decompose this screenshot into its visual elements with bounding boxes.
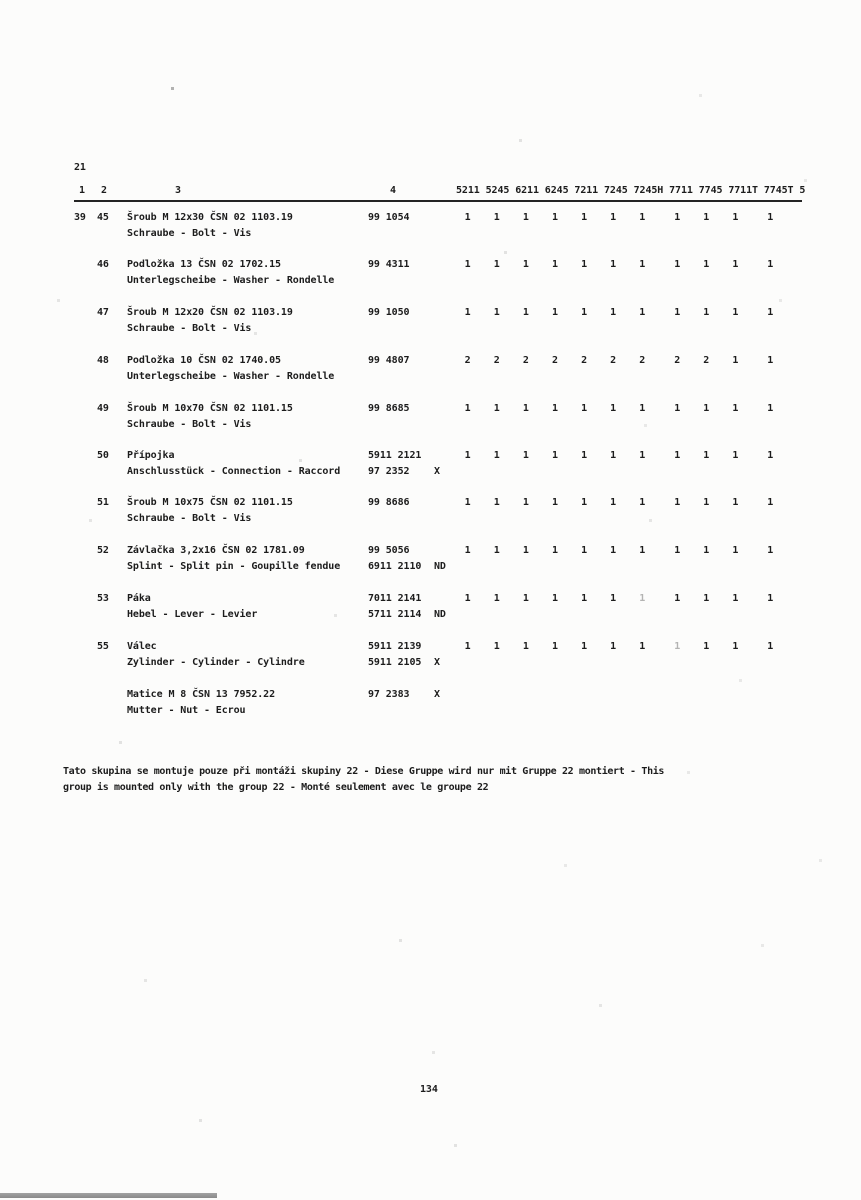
description-line2: Unterlegscheibe - Washer - Rondelle [127, 275, 335, 286]
qty-cell: 1 [703, 641, 710, 652]
qty-cell: 1 [464, 593, 471, 604]
qty-cell: 1 [551, 641, 558, 652]
qty-cell: 1 [703, 497, 710, 508]
qty-cell: 1 [610, 403, 617, 414]
qty-cell: 1 [464, 497, 471, 508]
qty-cell: 1 [551, 212, 558, 223]
qty-cell: 1 [581, 450, 587, 461]
qty-cell: 1 [674, 403, 681, 414]
description-line1: Válec [127, 641, 157, 652]
qty-cell: 1 [551, 403, 558, 414]
qty-cell: 1 [522, 212, 529, 223]
qty-cell: 1 [767, 497, 774, 508]
qty-cell: 1 [732, 259, 739, 270]
qty-cell: 1 [493, 403, 500, 414]
part-number-1: 99 4807 [368, 355, 410, 366]
part-number-1: 99 8686 [368, 497, 410, 508]
part-number-2: 5711 2114 [368, 609, 422, 620]
position-cell: 55 [97, 641, 109, 652]
qty-cell: 1 [464, 259, 471, 270]
qty-cell: 1 [522, 545, 529, 556]
qty-cell: 1 [703, 307, 710, 318]
qty-cell: 1 [581, 497, 587, 508]
qty-cell: 1 [493, 259, 500, 270]
part-number-1: 99 1050 [368, 307, 410, 318]
qty-cell: 1 [610, 450, 617, 461]
qty-cell: 1 [703, 593, 710, 604]
qty-cell: 1 [639, 403, 646, 414]
qty-cell: 1 [551, 545, 558, 556]
qty-cell: 1 [493, 307, 500, 318]
qty-cell: 1 [639, 641, 646, 652]
qty-cell: 1 [493, 212, 500, 223]
qty-cell: 1 [732, 497, 739, 508]
part-number-1: 97 2383 [368, 689, 410, 700]
qty-cell: 1 [493, 497, 500, 508]
part-number-2: 6911 2110 [368, 561, 422, 572]
scan-noise [0, 0, 1, 1]
qty-cell: 1 [639, 545, 646, 556]
qty-cell: 1 [674, 641, 681, 652]
qty-cell: 2 [581, 355, 587, 366]
qty-cell: 1 [767, 307, 774, 318]
description-line2: Anschlusstück - Connection - Raccord [127, 466, 341, 477]
qty-cell: 1 [493, 450, 500, 461]
description-line1: Šroub M 10x70 ČSN 02 1101.15 [127, 403, 293, 414]
part-number-1: 5911 2121 [368, 450, 422, 461]
description-line1: Šroub M 12x30 ČSN 02 1103.19 [127, 212, 293, 223]
marker-2: ND [434, 609, 446, 620]
position-cell: 49 [97, 403, 109, 414]
qty-cell: 1 [674, 545, 681, 556]
qty-cell: 1 [551, 307, 558, 318]
qty-cell: 1 [464, 307, 471, 318]
qty-cell: 2 [703, 355, 710, 366]
position-cell: 45 [97, 212, 109, 223]
qty-cell: 1 [639, 497, 646, 508]
marker-1: X [434, 689, 440, 700]
marker-2: X [434, 466, 440, 477]
part-number-1: 7011 2141 [368, 593, 422, 604]
qty-cell: 1 [610, 497, 617, 508]
table-row [0, 592, 861, 626]
qty-cell: 1 [674, 307, 681, 318]
qty-cell: 1 [639, 307, 646, 318]
qty-cell: 1 [732, 355, 739, 366]
qty-cell: 2 [610, 355, 617, 366]
qty-cell: 1 [674, 259, 681, 270]
description-line2: Schraube - Bolt - Vis [127, 513, 252, 524]
qty-cell: 1 [767, 212, 774, 223]
qty-cell: 1 [767, 593, 774, 604]
qty-cell: 1 [703, 403, 710, 414]
qty-cell: 1 [732, 450, 739, 461]
group-cell: 39 [74, 212, 86, 223]
marker-2: X [434, 657, 440, 668]
qty-cell: 1 [703, 259, 710, 270]
header-rule [74, 200, 802, 202]
description-line2: Schraube - Bolt - Vis [127, 228, 252, 239]
position-cell: 53 [97, 593, 109, 604]
qty-cell: 1 [732, 545, 739, 556]
part-number-1: 5911 2139 [368, 641, 422, 652]
qty-cell: 1 [703, 545, 710, 556]
qty-cell: 2 [522, 355, 529, 366]
part-number-1: 99 4311 [368, 259, 410, 270]
table-row [0, 354, 861, 388]
qty-cell: 1 [767, 545, 774, 556]
qty-cell: 1 [493, 641, 500, 652]
qty-cell: 1 [639, 212, 646, 223]
qty-cell: 1 [732, 403, 739, 414]
position-cell: 48 [97, 355, 109, 366]
qty-cell: 1 [674, 497, 681, 508]
qty-cell: 1 [767, 355, 774, 366]
description-line2: Unterlegscheibe - Washer - Rondelle [127, 371, 335, 382]
table-row [0, 306, 861, 340]
qty-cell: 1 [493, 593, 500, 604]
qty-cell: 1 [674, 593, 681, 604]
description-line2: Schraube - Bolt - Vis [127, 419, 252, 430]
qty-cell: 1 [732, 641, 739, 652]
qty-cell: 1 [639, 593, 646, 604]
part-number-1: 99 1054 [368, 212, 410, 223]
qty-cell: 1 [464, 212, 471, 223]
qty-cell: 1 [522, 497, 529, 508]
description-line1: Páka [127, 593, 151, 604]
position-cell: 47 [97, 307, 109, 318]
position-cell: 50 [97, 450, 109, 461]
qty-cell: 1 [703, 212, 710, 223]
table-row [0, 640, 861, 674]
part-number-1: 99 8685 [368, 403, 410, 414]
qty-cell: 1 [551, 593, 558, 604]
qty-cell: 1 [551, 259, 558, 270]
qty-cell: 1 [464, 403, 471, 414]
qty-cell: 1 [610, 259, 617, 270]
qty-cell: 1 [522, 593, 529, 604]
model-columns-header: 5211 5245 6211 6245 7211 7245 7245H 7711 7745 7711T 7745T 5 [456, 185, 806, 196]
marker-2: ND [434, 561, 446, 572]
column-header-4: 4 [390, 185, 396, 196]
footnote-line1: Tato skupina se montuje pouze při montáži skupiny 22 - Diese Gruppe wird nur mit Gruppe 22 montiert - This [63, 766, 665, 777]
description-line1: Podložka 13 ČSN 02 1702.15 [127, 259, 281, 270]
qty-cell: 1 [767, 403, 774, 414]
column-header-3: 3 [175, 185, 181, 196]
page-number: 134 [420, 1084, 438, 1095]
part-number-2: 5911 2105 [368, 657, 422, 668]
part-number-1: 99 5056 [368, 545, 410, 556]
qty-cell: 1 [732, 212, 739, 223]
qty-cell: 1 [581, 403, 587, 414]
footnote-line2: group is mounted only with the group 22 - Monté seulement avec le groupe 22 [63, 782, 489, 793]
position-cell: 46 [97, 259, 109, 270]
description-line2: Schraube - Bolt - Vis [127, 323, 252, 334]
qty-cell: 1 [464, 545, 471, 556]
qty-cell: 1 [581, 641, 587, 652]
qty-cell: 1 [581, 212, 587, 223]
qty-cell: 2 [493, 355, 500, 366]
qty-cell: 1 [551, 450, 558, 461]
table-row [0, 211, 861, 245]
qty-cell: 1 [639, 450, 646, 461]
column-header-2: 2 [101, 185, 107, 196]
position-cell: 51 [97, 497, 109, 508]
qty-cell: 1 [767, 641, 774, 652]
qty-cell: 1 [610, 593, 617, 604]
qty-cell: 1 [610, 307, 617, 318]
qty-cell: 1 [732, 593, 739, 604]
qty-cell: 1 [522, 307, 529, 318]
table-row [0, 688, 861, 722]
description-line1: Závlačka 3,2x16 ČSN 02 1781.09 [127, 545, 305, 556]
qty-cell: 1 [610, 641, 617, 652]
position-cell: 52 [97, 545, 109, 556]
description-line1: Přípojka [127, 450, 175, 461]
column-header-1: 1 [79, 185, 85, 196]
footnote [63, 764, 664, 796]
table-row [0, 449, 861, 483]
qty-cell: 1 [581, 545, 587, 556]
description-line1: Šroub M 12x20 ČSN 02 1103.19 [127, 307, 293, 318]
qty-cell: 1 [581, 259, 587, 270]
description-line2: Hebel - Lever - Levier [127, 609, 258, 620]
qty-cell: 1 [610, 212, 617, 223]
qty-cell: 2 [551, 355, 558, 366]
part-number-2: 97 2352 [368, 466, 410, 477]
qty-cell: 1 [522, 403, 529, 414]
description-line1: Podložka 10 ČSN 02 1740.05 [127, 355, 281, 366]
qty-cell: 1 [464, 450, 471, 461]
qty-cell: 1 [522, 641, 529, 652]
description-line2: Mutter - Nut - Ecrou [127, 705, 246, 716]
qty-cell: 1 [767, 450, 774, 461]
description-line2: Splint - Split pin - Goupille fendue [127, 561, 341, 572]
qty-cell: 1 [732, 307, 739, 318]
qty-cell: 2 [464, 355, 471, 366]
qty-cell: 2 [639, 355, 646, 366]
qty-cell: 1 [581, 593, 587, 604]
qty-cell: 1 [674, 450, 681, 461]
description-line1: Matice M 8 ČSN 13 7952.22 [127, 689, 276, 700]
qty-cell: 1 [767, 259, 774, 270]
table-row [0, 258, 861, 292]
qty-cell: 1 [610, 545, 617, 556]
scan-artifact-bar [0, 1193, 217, 1198]
qty-cell: 1 [464, 641, 471, 652]
qty-cell: 1 [581, 307, 587, 318]
qty-cell: 1 [674, 212, 681, 223]
qty-cell: 1 [703, 450, 710, 461]
description-line2: Zylinder - Cylinder - Cylindre [127, 657, 305, 668]
description-line1: Šroub M 10x75 ČSN 02 1101.15 [127, 497, 293, 508]
table-row [0, 544, 861, 578]
table-row [0, 402, 861, 436]
qty-cell: 1 [522, 450, 529, 461]
qty-cell: 1 [493, 545, 500, 556]
qty-cell: 1 [639, 259, 646, 270]
qty-cell: 1 [551, 497, 558, 508]
qty-cell: 1 [522, 259, 529, 270]
table-row [0, 496, 861, 530]
qty-cell: 2 [674, 355, 681, 366]
group-number: 21 [74, 162, 86, 173]
